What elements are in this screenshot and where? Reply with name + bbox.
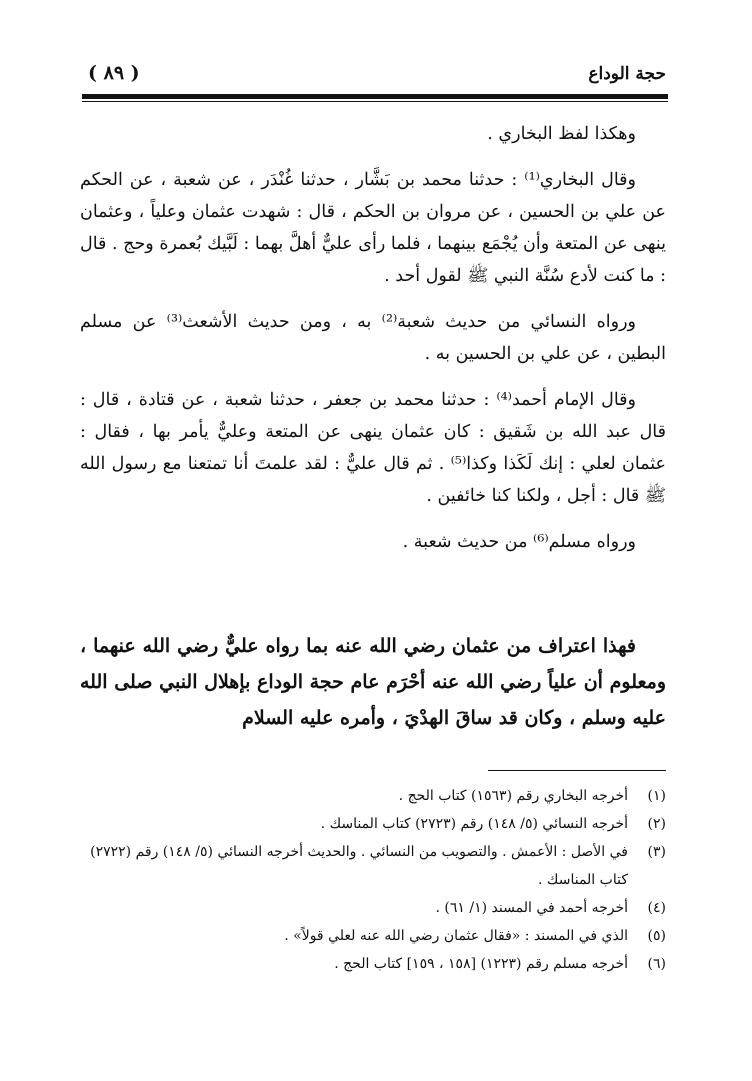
footnote-item [84,838,666,894]
paragraph: وهكذا لفظ البخاري . [487,124,636,144]
footnote-text: أخرجه أحمد في المسند (١/ ٦١) . [435,900,628,916]
footnotes [84,782,666,978]
footnote-text: في الأصل : الأعمش . والتصويب من النسائي . والحديث أخرجه النسائي (٥/ ١٤٨) رقم (٢٧٢٢) كتاب المناسك . [90,844,628,888]
footnote-number: (٢) [647,816,666,832]
running-header [82,62,666,90]
paragraph: ورواه النسائي من حديث شعبة⁽²⁾ به ، ومن حديث الأشعث⁽³⁾ عن مسلم البطين ، عن علي بن الحسين به . [80,312,666,364]
footnote-item [84,810,666,838]
paragraph: ورواه مسلم⁽⁶⁾ من حديث شعبة . [402,532,636,552]
footnote-text: الذي في المسند : «فقال عثمان رضي الله عنه لعلي قولاً» . [284,928,628,944]
footnote-number: (٣) [647,844,666,860]
page-number: ( ٨٩ ) [88,62,140,84]
footnote-text: أخرجه مسلم رقم (١٢٢٣) [١٥٨ ، ١٥٩] كتاب الحج . [334,956,628,972]
bold-paragraph: فهذا اعتراف من عثمان رضي الله عنه بما رواه عليٌّ رضي الله عنهما ، ومعلوم أن علياً رضي الله عنه أحْرَم عام حجة الوداع بإهلال النبي صلى الله عليه وسلم ، وكان قد ساقَ الهدْيَ ، وأمره عليه السلام [80,635,667,729]
main-text [80,118,666,572]
footnote-text: أخرجه البخاري رقم (١٥٦٣) كتاب الحج . [398,788,628,804]
header-rule-thin [82,101,668,102]
footnote-number: (١) [647,788,666,804]
footnote-item [84,950,666,978]
footnote-number: (٦) [647,956,666,972]
paragraph: وقال الإمام أحمد⁽⁴⁾ : حدثنا محمد بن جعفر ، حدثنا شعبة ، عن قتادة ، قال : قال عبد الله بن شَقيق : كان عثمان ينهى عن المتعة وعليٌّ يأمر بها ، فقال : عثمان لعلي : إنك لَكَذا وكذا⁽⁵⁾ . ثم قال عليٌّ : لقد علمتَ أنا تمتعنا مع رسول الله ﷺ قال : أجل ، ولكنا كنا خائفين . [80,390,666,506]
footnote-item [84,922,666,950]
header-rule-thick [82,94,668,99]
footnote-item [84,782,666,810]
paragraph: وقال البخاري⁽¹⁾ : حدثنا محمد بن بَشَّار ، حدثنا غُنْدَر ، عن شعبة ، عن الحكم عن علي بن الحسين ، عن مروان بن الحكم ، قال : شهدت عثمان وعلياً ، وعثمان ينهى عن المتعة وأن يُجْمَع بينهما ، فلما رأى عليٌّ أهلَّ بهما : لَبَّيك بُعمرة وحج . قال : ما كنت لأدع سُنَّة النبي ﷺ لقول أحد . [80,170,666,286]
running-title: حجة الوداع [588,64,666,84]
footnote-number: (٥) [647,928,666,944]
footnote-number: (٤) [647,900,666,916]
footnote-text: أخرجه النسائي (٥/ ١٤٨) رقم (٢٧٢٣) كتاب المناسك . [320,816,628,832]
footnote-item [84,894,666,922]
footnote-separator [488,770,666,771]
